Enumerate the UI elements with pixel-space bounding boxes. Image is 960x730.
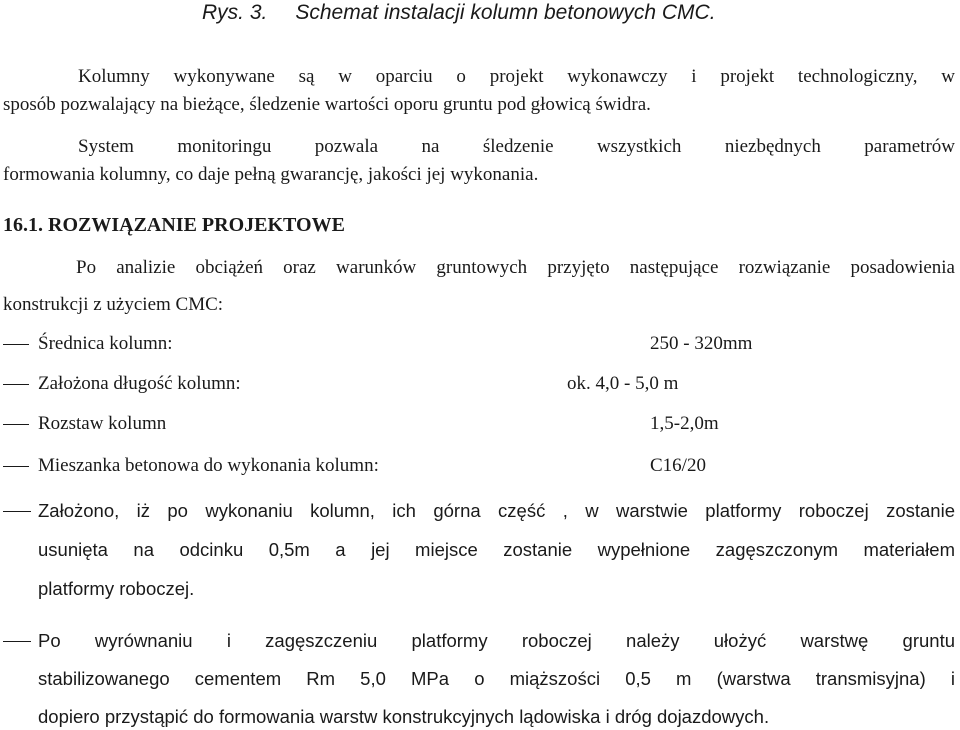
paragraph-3-line-2: konstrukcji z użyciem CMC: [3, 294, 224, 315]
figure-number: Rys. 3. [202, 1, 268, 24]
bullet-2-line-3: dopiero przystąpić do formowania warstw konstrukcyjnych lądowiska i dróg dojazdowych. [38, 706, 770, 727]
spec-dash-3 [3, 424, 29, 425]
figure-title: Schemat instalacji kolumn betonowych CMC. [295, 1, 716, 24]
paragraph-1-line-1: Kolumny wykonywane są w oparciu o projekt wykonawczy i projekt technologiczny, w [78, 66, 955, 87]
spec-dash-1 [3, 344, 29, 345]
bullet-2-line-1: Po wyrównaniu i zagęszczeniu platformy roboczej należy ułożyć warstwę gruntu [38, 630, 955, 651]
paragraph-2-line-2: formowania kolumny, co daje pełną gwarancję, jakości jej wykonania. [3, 164, 539, 185]
bullet-1-line-2: usunięta na odcinku 0,5m a jej miejsce zostanie wypełnione zagęszczonym materiałem [38, 539, 955, 560]
section-heading: 16.1. ROZWIĄZANIE PROJEKTOWE [3, 214, 345, 236]
bullet-1-line-3: platformy roboczej. [38, 578, 195, 599]
bullet-2-line-2: stabilizowanego cementem Rm 5,0 MPa o miąższości 0,5 m (warstwa transmisyjna) i [38, 668, 955, 689]
figure-caption [202, 2, 716, 23]
bullet-2-dash [3, 641, 31, 642]
spec-dash-4 [3, 466, 29, 467]
spec-label-diameter: Średnica kolumn: [38, 333, 173, 354]
bullet-1-dash [3, 511, 31, 512]
paragraph-1-line-2: sposób pozwalający na bieżące, śledzenie wartości oporu gruntu pod głowicą świdra. [3, 94, 651, 115]
spec-value-spacing: 1,5-2,0m [650, 413, 719, 434]
spec-dash-2 [3, 384, 29, 385]
spec-label-spacing: Rozstaw kolumn [38, 413, 167, 434]
spec-value-concrete: C16/20 [650, 455, 706, 476]
spec-value-length: ok. 4,0 - 5,0 m [567, 373, 679, 394]
spec-label-length: Założona długość kolumn: [38, 373, 241, 394]
spec-value-diameter: 250 - 320mm [650, 333, 753, 354]
paragraph-2-line-1: System monitoringu pozwala na śledzenie wszystkich niezbędnych parametrów [78, 136, 955, 157]
bullet-1-line-1: Założono, iż po wykonaniu kolumn, ich górna część , w warstwie platformy roboczej zostanie [38, 500, 955, 521]
spec-label-concrete: Mieszanka betonowa do wykonania kolumn: [38, 455, 379, 476]
paragraph-3-line-1: Po analizie obciążeń oraz warunków gruntowych przyjęto następujące rozwiązanie posadowienia [76, 257, 955, 278]
